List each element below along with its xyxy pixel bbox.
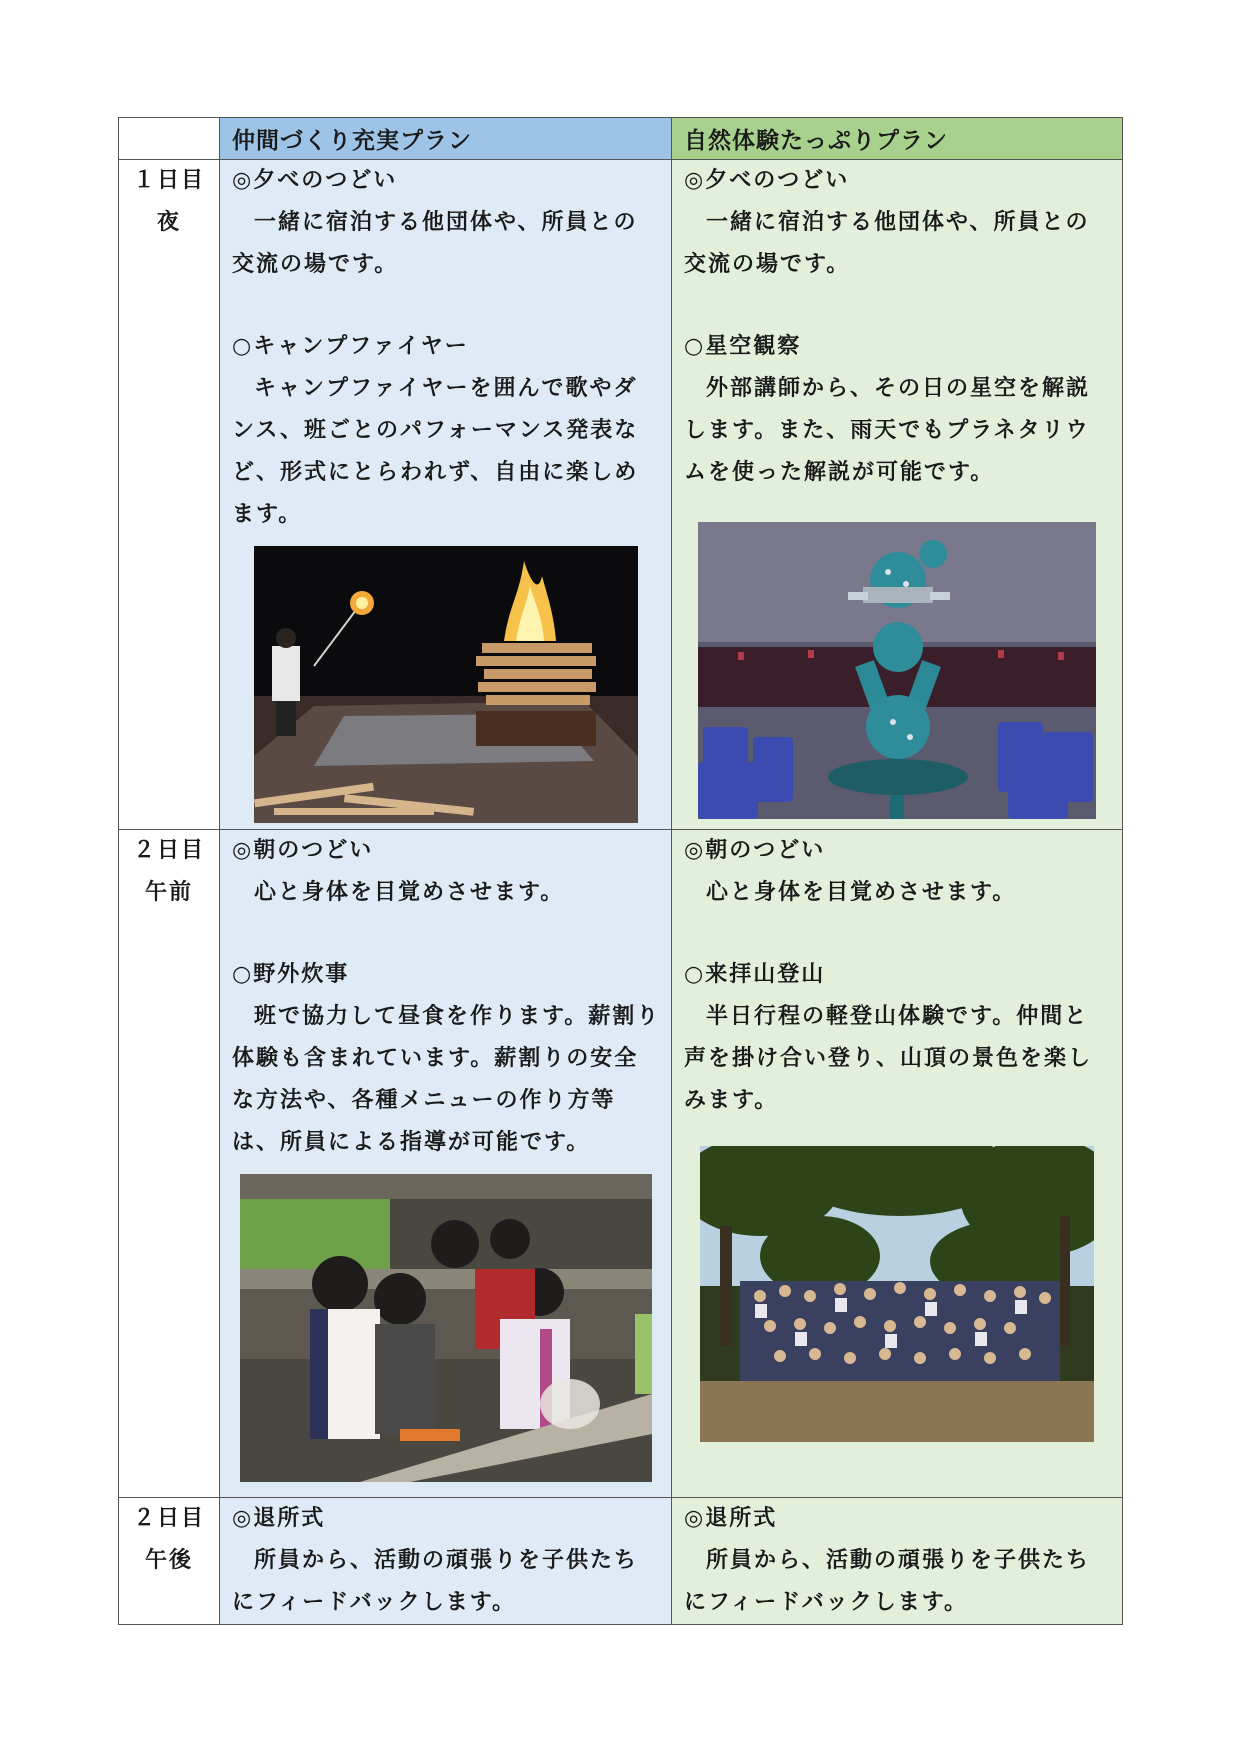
activity-description: 心と身体を目覚めさせます。 — [254, 880, 565, 905]
activity-description: 半日行程の軽登山体験です。仲間と声を掛け合い登り、山頂の景色を楽しみます。 — [684, 1004, 1093, 1113]
outdoor-cooking-photo — [240, 1174, 652, 1482]
activity-description: 外部講師から、その日の星空を解説します。また、雨天でもプラネタリウムを使った解説が可能です。 — [684, 376, 1091, 485]
activity-title: ◎夕べのつどい — [232, 168, 398, 193]
campfire-photo — [254, 546, 638, 823]
planetarium-photo — [698, 522, 1096, 819]
time-label: 夜 — [156, 210, 181, 235]
mountain-climbing-photo — [700, 1146, 1094, 1442]
activity-description: 一緒に宿泊する他団体や、所員との交流の場です。 — [684, 210, 1090, 277]
program-schedule-table — [118, 117, 1123, 1625]
day-label: ２日目 — [132, 1506, 205, 1531]
activity-title: ○キャンプファイヤー — [232, 334, 469, 359]
activity-description: キャンプファイヤーを囲んで歌やダンス、班ごとのパフォーマンス発表など、形式にとらわれず、自由に楽しめます。 — [232, 376, 639, 527]
activity-title: ◎退所式 — [232, 1506, 326, 1531]
header-plan-a: 仲間づくり充実プラン — [220, 118, 672, 160]
header-plan-b: 自然体験たっぷりプラン — [672, 118, 1123, 160]
time-label: 午後 — [144, 1548, 193, 1573]
day-label: ２日目 — [132, 838, 205, 863]
plan-b-cell — [672, 160, 1123, 830]
day-cell — [119, 830, 220, 1498]
activity-title: ◎朝のつどい — [232, 838, 374, 863]
header-blank-cell — [119, 118, 220, 160]
activity-title: ○来拝山登山 — [684, 962, 826, 987]
plan-b-cell — [672, 830, 1123, 1498]
activity-description: 所員から、活動の頑張りを子供たちにフィードバックします。 — [684, 1548, 1091, 1615]
plan-a-cell — [220, 160, 672, 830]
day-cell — [119, 1498, 220, 1625]
activity-description: 所員から、活動の頑張りを子供たちにフィードバックします。 — [232, 1548, 639, 1615]
time-label: 午前 — [144, 880, 193, 905]
activity-title: ○野外炊事 — [232, 962, 350, 987]
activity-description: 班で協力して昼食を作ります。薪割り体験も含まれています。薪割りの安全な方法や、各種メニューの作り方等は、所員による指導が可能です。 — [232, 1004, 661, 1155]
activity-description: 一緒に宿泊する他団体や、所員との交流の場です。 — [232, 210, 638, 277]
day-label: １日目 — [132, 168, 205, 193]
activity-title: ◎朝のつどい — [684, 838, 826, 863]
day-cell — [119, 160, 220, 830]
activity-title: ◎夕べのつどい — [684, 168, 850, 193]
plan-a-cell — [220, 1498, 672, 1625]
activity-title: ○星空観察 — [684, 334, 802, 359]
plan-a-cell — [220, 830, 672, 1498]
plan-b-cell — [672, 1498, 1123, 1625]
activity-description: 心と身体を目覚めさせます。 — [706, 880, 1017, 905]
activity-title: ◎退所式 — [684, 1506, 778, 1531]
